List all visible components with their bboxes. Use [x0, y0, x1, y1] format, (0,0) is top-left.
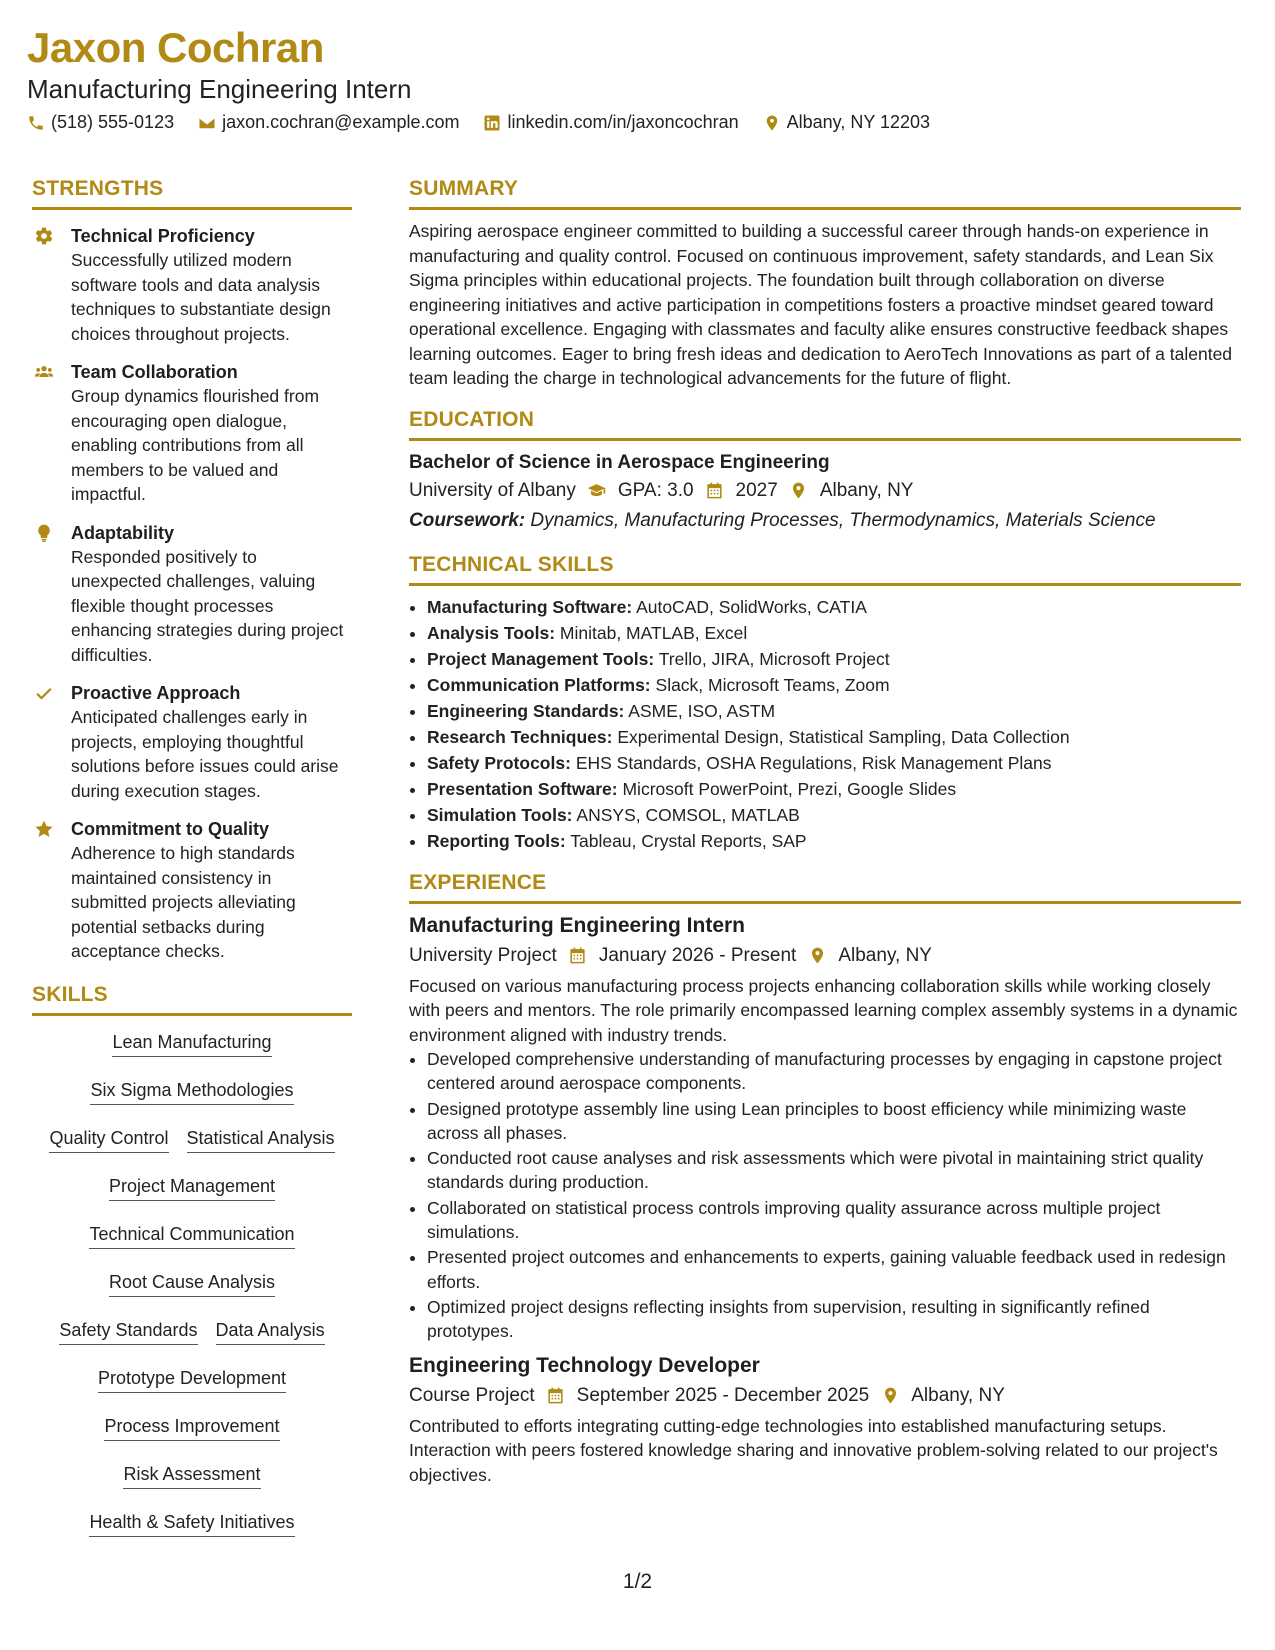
job-bullet: • Designed prototype assembly line using Lean principles to boost efficiency while minimizing waste across all phases. [427, 1097, 1241, 1146]
tech-skill-value: Minitab, MATLAB, Excel [559, 622, 748, 643]
tech-skill-label: Project Management Tools: [427, 648, 655, 669]
job-bullet: • Collaborated on statistical process controls improving quality assurance across multiple project simulations. [427, 1196, 1241, 1245]
skill-row [32, 1366, 352, 1393]
left-column [32, 176, 352, 1558]
tech-skill-item [427, 776, 1241, 802]
tech-skill-label: Safety Protocols: [427, 752, 571, 773]
tech-skill-value: Experimental Design, Statistical Sampling, Data Collection [617, 726, 1070, 747]
tech-skill-value: Trello, JIRA, Microsoft Project [658, 648, 890, 669]
tech-skill-item [427, 750, 1241, 776]
job-bullet: • Developed comprehensive understanding of manufacturing processes by engaging in capstone project centered around aerospace components. [427, 1047, 1241, 1096]
job-location: Albany, NY [838, 944, 932, 966]
tech-skill-item [427, 698, 1241, 724]
contact-phone[interactable] [27, 112, 174, 133]
skills-list [32, 1030, 352, 1537]
skill-tag: Six Sigma Methodologies [90, 1078, 293, 1105]
job-bullet: • Conducted root cause analyses and risk assessments which were pivotal in maintaining strict quality standards during production. [427, 1146, 1241, 1195]
skill-row [32, 1222, 352, 1249]
job-summary: Contributed to efforts integrating cutting-edge technologies into established manufacturing setups. Interaction with peers fostered knowledge sharing and innovative problem-solving related to our project's objectives. [409, 1415, 1218, 1485]
map-pin-icon [879, 1387, 901, 1405]
tech-skill-label: Reporting Tools: [427, 830, 566, 851]
skill-row [32, 1126, 352, 1153]
strength-item [32, 681, 352, 803]
check-icon [34, 683, 54, 703]
experience-heading: EXPERIENCE [409, 870, 1241, 904]
tech-skill-value: Tableau, Crystal Reports, SAP [570, 830, 807, 851]
tech-skill-label: Engineering Standards: [427, 700, 625, 721]
skill-tag: Quality Control [49, 1126, 168, 1153]
linkedin-text: linkedin.com/in/jaxoncochran [507, 112, 739, 132]
strength-desc: Group dynamics flourished from encouraging open dialogue, enabling contributions from all members to be valued and impactful. [71, 386, 320, 504]
technical-skills-heading: TECHNICAL SKILLS [409, 552, 1241, 586]
skill-row [32, 1462, 352, 1489]
skill-tag: Technical Communication [89, 1222, 294, 1249]
tech-skill-value: Microsoft PowerPoint, Prezi, Google Slides [622, 778, 957, 799]
page-number: 1/2 [622, 1570, 653, 1593]
job-summary: Focused on various manufacturing process projects enhancing collaboration skills while working closely with peers and mentors. The role primarily encompassed learning complex assembly systems in a dynamic environment aligned with industry trends. [409, 975, 1238, 1045]
skill-tag: Root Cause Analysis [109, 1270, 275, 1297]
skill-row [32, 1318, 352, 1345]
skill-tag: Risk Assessment [123, 1462, 260, 1489]
tech-skill-item [427, 594, 1241, 620]
job-title: Engineering Technology Developer [409, 1353, 760, 1377]
envelope-icon [198, 114, 216, 132]
school-location: Albany, NY [819, 479, 914, 501]
skill-row [32, 1510, 352, 1537]
tech-skill-value: ASME, ISO, ASTM [628, 700, 776, 721]
calendar-icon [545, 1387, 567, 1405]
job-meta [409, 1380, 1241, 1412]
job-org: University Project [409, 944, 557, 966]
contact-row [27, 112, 1247, 133]
linkedin-icon [483, 114, 501, 132]
experience-entry [409, 912, 1241, 1344]
skill-tag: Data Analysis [216, 1318, 325, 1345]
strengths-heading: STRENGTHS [32, 176, 352, 210]
skill-tag: Safety Standards [59, 1318, 197, 1345]
tech-skill-label: Presentation Software: [427, 778, 618, 799]
resume-header [27, 22, 1247, 133]
education-meta [409, 476, 1241, 506]
education-heading: EDUCATION [409, 407, 1241, 441]
gear-icon [34, 226, 54, 246]
strength-item [32, 224, 352, 346]
candidate-name: Jaxon Cochran [27, 24, 324, 71]
strengths-list [32, 224, 352, 964]
strength-title: Proactive Approach [71, 683, 241, 703]
tech-skill-label: Simulation Tools: [427, 804, 573, 825]
job-org: Course Project [409, 1384, 535, 1406]
star-icon [34, 819, 54, 839]
strength-item [32, 817, 352, 964]
coursework [409, 506, 1241, 536]
tech-skill-label: Analysis Tools: [427, 622, 556, 643]
experience-entry [409, 1352, 1241, 1488]
strength-title: Adaptability [71, 522, 175, 543]
lightbulb-icon [34, 523, 54, 543]
summary-heading: SUMMARY [409, 176, 1241, 210]
tech-skill-item [427, 672, 1241, 698]
tech-skill-item [427, 724, 1241, 750]
job-location: Albany, NY [911, 1384, 1005, 1406]
summary-text: Aspiring aerospace engineer committed to building a successful career through hands-on experience in manufacturing and quality control. Focused on continuous improvement, safety standards, and Lean Six Sigma principles within educational projects. The foundation built through collaboration on diverse engineering initiatives and active participation in competitions fosters a proactive mindset geared toward operational excellence. Engaging with classmates and faculty alike ensures constructive feedback shapes learning outcomes. Eager to bring fresh ideas and dedication to AeroTech Innovations as part of a talented team leading the charge in technological advancements for the future of flight. [409, 221, 1233, 388]
skill-tag: Prototype Development [98, 1366, 286, 1393]
job-title: Manufacturing Engineering Intern [409, 913, 746, 937]
calendar-icon [567, 947, 589, 965]
strength-title: Commitment to Quality [71, 819, 270, 839]
users-icon [34, 362, 54, 382]
grad-year: 2027 [735, 479, 778, 501]
job-bullet: • Optimized project designs reflecting insights from supervision, resulting in significantly refined prototypes. [427, 1295, 1241, 1344]
graduation-cap-icon [586, 482, 608, 500]
location-text: Albany, NY 12203 [786, 112, 931, 132]
school-name: University of Albany [409, 479, 576, 501]
job-meta [409, 940, 1241, 972]
tech-skill-value: AutoCAD, SolidWorks, CATIA [636, 596, 867, 617]
tech-skill-item [427, 646, 1241, 672]
contact-email[interactable] [198, 112, 459, 133]
technical-skills-list [409, 594, 1241, 854]
map-pin-icon [788, 482, 810, 500]
skills-heading: SKILLS [32, 982, 352, 1016]
skill-row [32, 1030, 352, 1057]
phone-icon [27, 114, 45, 132]
strength-item [32, 360, 352, 507]
strength-desc: Successfully utilized modern software tools and data analysis techniques to substantiate design choices throughout projects. [71, 250, 331, 344]
coursework-list: Dynamics, Manufacturing Processes, Thermodynamics, Materials Science [530, 509, 1156, 531]
strength-desc: Anticipated challenges early in projects, employing thoughtful solutions before issues could arise during execution stages. [71, 707, 339, 801]
skill-tag: Health & Safety Initiatives [89, 1510, 294, 1537]
phone-text: (518) 555-0123 [51, 112, 175, 132]
contact-location [763, 112, 930, 133]
skill-row [32, 1270, 352, 1297]
strength-desc: Adherence to high standards maintained consistency in submitted projects alleviating potential setbacks during acceptance checks. [71, 843, 296, 961]
tech-skill-value: ANSYS, COMSOL, MATLAB [576, 804, 800, 825]
map-pin-icon [763, 114, 781, 132]
tech-skill-item [427, 620, 1241, 646]
tech-skill-label: Communication Platforms: [427, 674, 651, 695]
job-bullet: • Presented project outcomes and enhancements to experts, gaining valuable feedback used in redesign efforts. [427, 1245, 1241, 1294]
skill-row [32, 1414, 352, 1441]
tech-skill-value: EHS Standards, OSHA Regulations, Risk Management Plans [575, 752, 1052, 773]
tech-skill-item [427, 828, 1241, 854]
degree-title: Bachelor of Science in Aerospace Engineering [409, 451, 830, 473]
strength-title: Team Collaboration [71, 362, 238, 382]
skill-tag: Lean Manufacturing [112, 1030, 271, 1057]
map-pin-icon [806, 947, 828, 965]
tech-skill-label: Research Techniques: [427, 726, 613, 747]
job-bullets [409, 1047, 1241, 1344]
job-dates: September 2025 - December 2025 [576, 1384, 870, 1406]
strength-title: Technical Proficiency [71, 226, 255, 246]
tech-skill-value: Slack, Microsoft Teams, Zoom [655, 674, 890, 695]
tech-skill-label: Manufacturing Software: [427, 596, 633, 617]
calendar-icon [704, 482, 726, 500]
right-column [409, 176, 1241, 1487]
strength-desc: Responded positively to unexpected challenges, valuing flexible thought processes enhancing strategies during project difficulties. [71, 546, 344, 665]
skill-tag: Statistical Analysis [187, 1126, 335, 1153]
contact-linkedin[interactable] [483, 112, 738, 133]
coursework-label: Coursework: [409, 509, 526, 531]
job-dates: January 2026 - Present [598, 944, 797, 966]
candidate-title: Manufacturing Engineering Intern [27, 74, 412, 104]
gpa: GPA: 3.0 [617, 479, 694, 501]
tech-skill-item [427, 802, 1241, 828]
skill-tag: Process Improvement [104, 1414, 279, 1441]
strength-item [32, 521, 352, 668]
skill-row [32, 1174, 352, 1201]
skill-tag: Project Management [109, 1174, 275, 1201]
skill-row [32, 1078, 352, 1105]
email-text: jaxon.cochran@example.com [222, 112, 460, 132]
